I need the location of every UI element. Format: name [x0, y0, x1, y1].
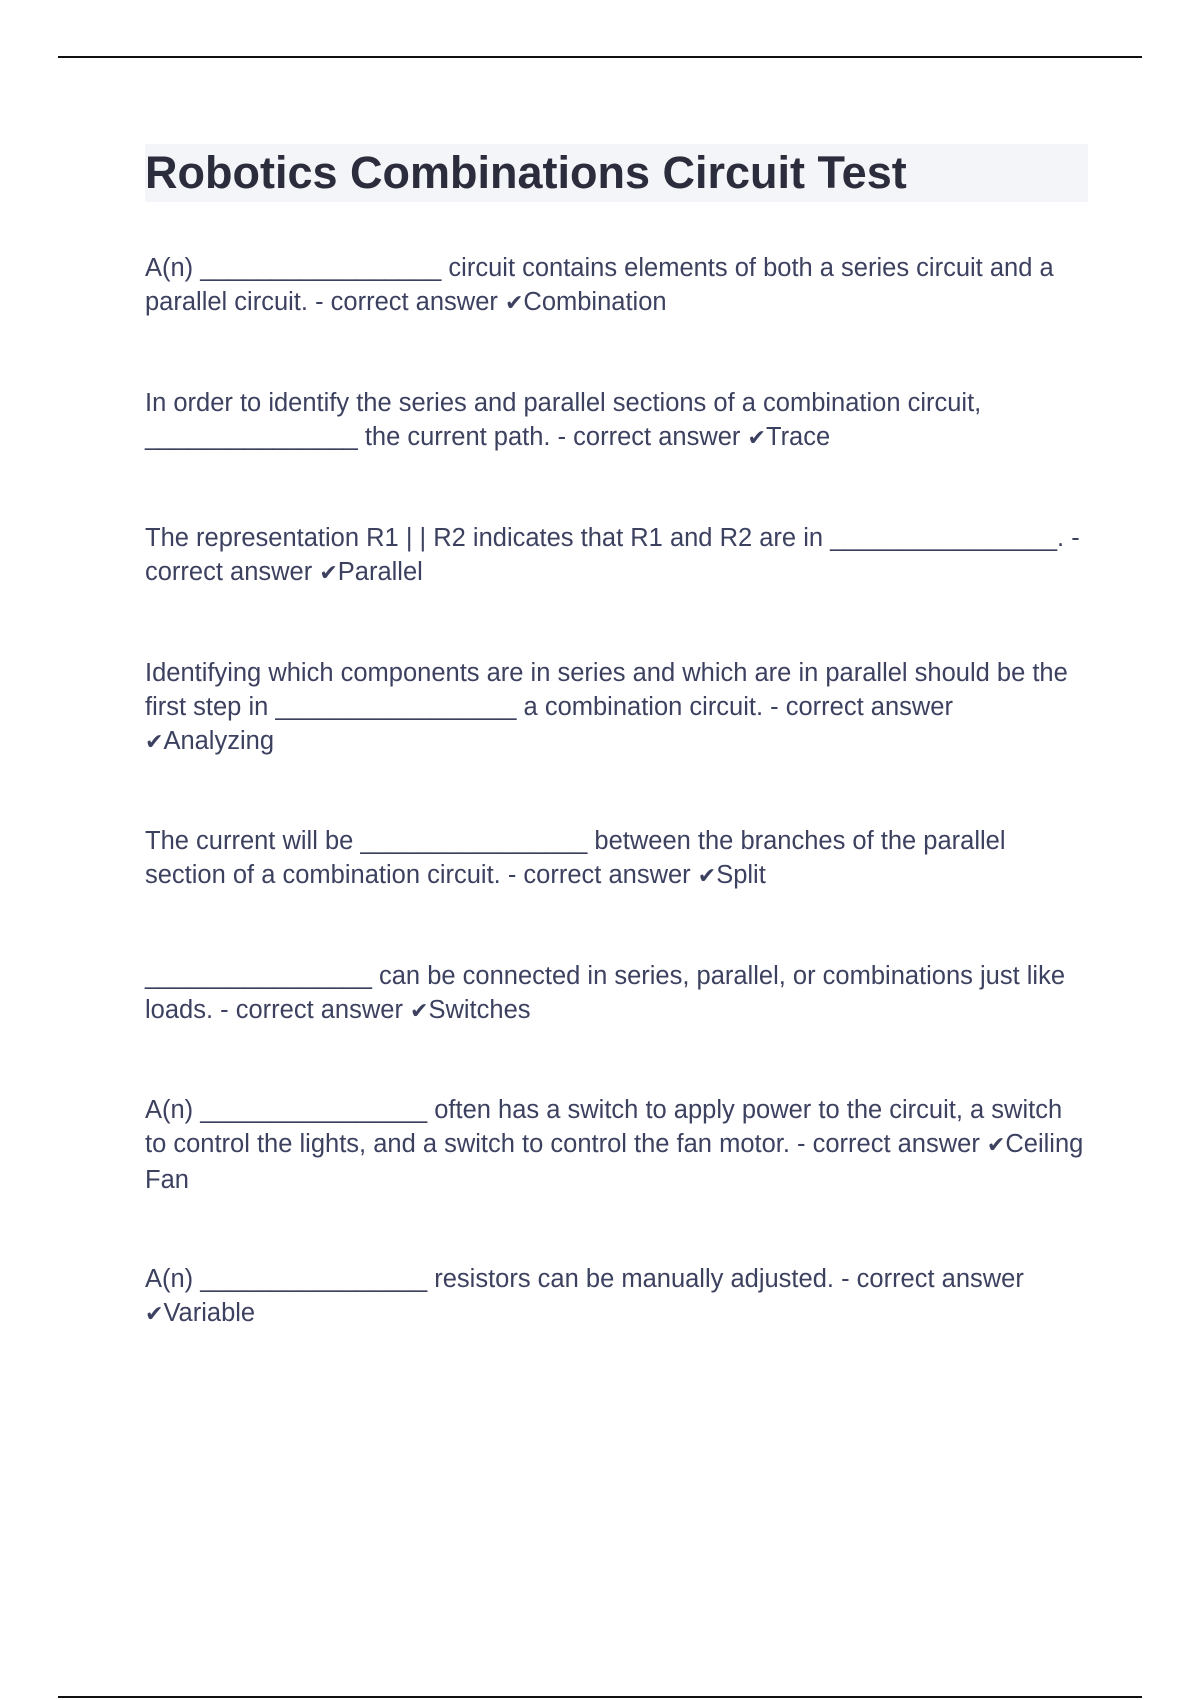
- answer-prefix: - correct answer: [315, 288, 498, 316]
- qa-item: [145, 521, 1085, 591]
- qa-item: [145, 1262, 1085, 1332]
- answer-text: Parallel: [337, 558, 423, 586]
- qa-item: [145, 1093, 1085, 1197]
- qa-item: [145, 251, 1085, 321]
- answer-prefix: - correct answer: [797, 1130, 980, 1158]
- answer-text: Trace: [765, 423, 831, 451]
- question-text: A(n) _________________ circuit contains elements of both a series circuit and a parallel circuit.: [145, 254, 1054, 316]
- answer-prefix: - correct answer: [770, 693, 953, 721]
- check-icon: ✔: [410, 999, 429, 1024]
- question-text: ________________ can be connected in series, parallel, or combinations just like loads.: [145, 962, 1066, 1024]
- answer-text: Analyzing: [163, 727, 275, 755]
- answer-prefix: - correct answer: [557, 423, 741, 451]
- check-icon: ✔: [145, 1302, 164, 1327]
- answer-text: Combination: [523, 288, 667, 316]
- check-icon: ✔: [697, 864, 717, 889]
- check-icon: ✔: [319, 561, 338, 586]
- question-text: In order to identify the series and parallel sections of a combination circuit, _______________ the current path.: [145, 389, 982, 451]
- answer-prefix: - correct answer: [220, 996, 403, 1024]
- answer-text: Split: [716, 861, 766, 889]
- answer-prefix: - correct answer: [841, 1265, 1024, 1293]
- question-text: A(n) ________________ resistors can be manually adjusted.: [145, 1265, 834, 1293]
- answer-text: Switches: [428, 996, 531, 1024]
- answer-prefix: - correct answer: [145, 524, 1080, 586]
- qa-item: [145, 824, 1085, 894]
- question-text: The representation R1 | | R2 indicates that R1 and R2 are in ________________.: [145, 524, 1065, 552]
- check-icon: ✔: [504, 291, 524, 316]
- answer-text: Variable: [163, 1299, 256, 1327]
- check-icon: ✔: [986, 1133, 1006, 1158]
- question-text: The current will be ________________ between the branches of the parallel section of a combination circuit.: [145, 827, 1006, 889]
- answer-text: Ceiling Fan: [145, 1130, 1084, 1194]
- question-text: A(n) ________________ often has a switch to apply power to the circuit, a switch to control the lights, and a switch to control the fan motor.: [145, 1096, 1063, 1158]
- page-title: Robotics Combinations Circuit Test: [145, 147, 907, 198]
- question-text: Identifying which components are in series and which are in parallel should be the first step in _________________ a combination circuit.: [145, 659, 1068, 721]
- qa-item: [145, 959, 1085, 1029]
- bottom-rule: [58, 1696, 1142, 1698]
- qa-item: [145, 386, 1085, 456]
- check-icon: ✔: [145, 730, 164, 755]
- answer-prefix: - correct answer: [507, 861, 691, 889]
- check-icon: ✔: [747, 426, 766, 451]
- qa-item: [145, 656, 1085, 760]
- top-rule: [58, 56, 1142, 58]
